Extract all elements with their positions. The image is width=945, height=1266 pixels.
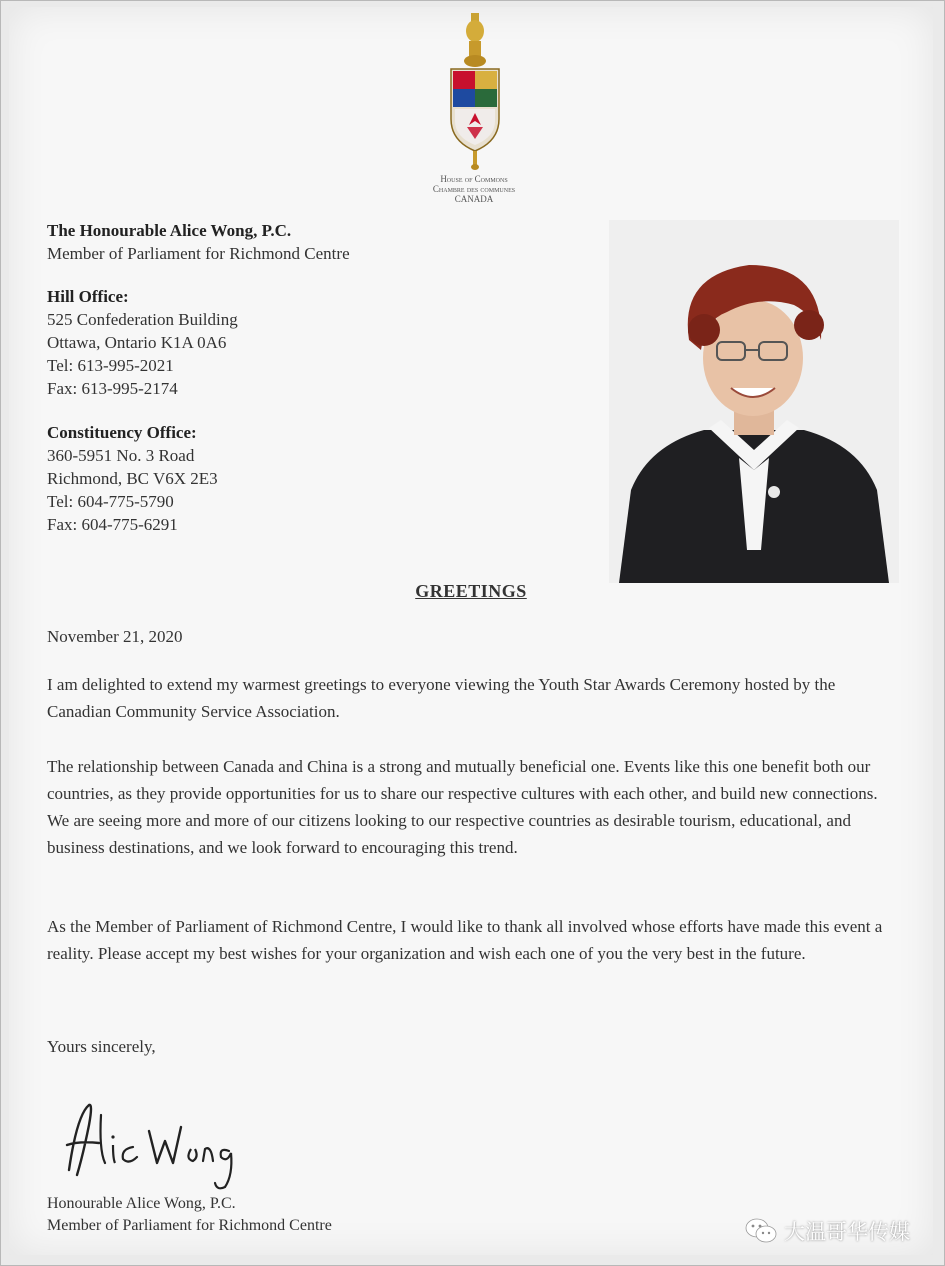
hill-office-block [47,285,238,400]
letterhead-text [399,174,549,204]
hill-office-tel: Tel: 613-995-2021 [47,356,174,375]
constituency-office-block [47,421,218,536]
paragraph-1: I am delighted to extend my warmest greetings to everyone viewing the Youth Star Awards Ceremony hosted by the Canadian Community Service Association. [47,675,836,721]
constituency-office-heading: Constituency Office: [47,423,197,442]
constituency-office-fax: Fax: 604-775-6291 [47,515,178,534]
signatory-title: Member of Parliament for Richmond Centre [47,1217,332,1234]
handwritten-signature [49,1075,249,1195]
letter-date: November 21, 2020 [47,627,183,646]
portrait-illustration [609,220,899,583]
watermark-text: 大温哥华传媒 [784,1220,910,1244]
letterhead-line-3: CANADA [454,194,494,204]
letter-page [9,7,933,1255]
hill-office-address-1: 525 Confederation Building [47,310,238,329]
constituency-office-address-1: 360-5951 No. 3 Road [47,446,195,465]
sender-block [47,219,350,265]
sender-title: Member of Parliament for Richmond Centre [47,244,350,263]
source-watermark [744,1213,910,1249]
letterhead-line-1: House of Commons [440,174,508,184]
wechat-icon [744,1216,778,1246]
constituency-office-tel: Tel: 604-775-5790 [47,492,174,511]
sender-name: The Honourable Alice Wong, P.C. [47,221,292,240]
signature-block [47,1193,332,1237]
portrait-photo [609,220,899,583]
paragraph-3: As the Member of Parliament of Richmond Centre, I would like to thank all involved whose efforts have made this event a reality. Please accept my best wishes for your organization and wish each one of you the very best in the future. [47,917,883,963]
hill-office-fax: Fax: 613-995-2174 [47,379,178,398]
paragraph-2: The relationship between Canada and China is a strong and mutually beneficial one. Events like this one benefit both our countries, as they provide opportunities for us to share our respective cultures with each other, and build new connections. We are seeing more and more of our citizens looking to our respective countries as desirable tourism, educational, and business destinations, and we look forward to encouraging this trend. [47,757,878,857]
signatory-name: Honourable Alice Wong, P.C. [47,1195,236,1212]
closing-text: Yours sincerely, [47,1037,156,1056]
greetings-heading: GREETINGS [415,581,527,601]
hill-office-heading: Hill Office: [47,287,129,306]
letterhead-line-2: Chambre des communes [432,184,516,194]
house-of-commons-crest-icon [445,9,505,171]
hill-office-address-2: Ottawa, Ontario K1A 0A6 [47,333,227,352]
constituency-office-address-2: Richmond, BC V6X 2E3 [47,469,218,488]
